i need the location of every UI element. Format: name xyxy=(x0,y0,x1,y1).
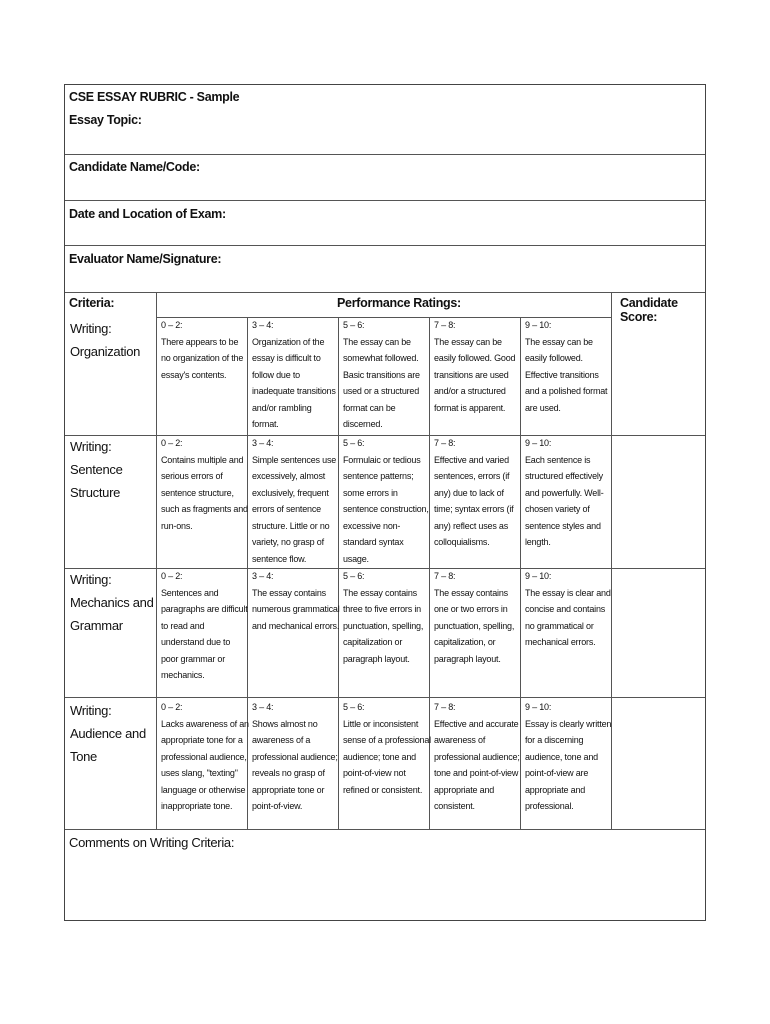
rating-text: The essay contains numerous grammatical and mechanical errors. xyxy=(252,587,340,631)
rating-text: The essay contains one or two errors in punctuation, spelling, capitalization, or paragraph layout. xyxy=(434,587,515,664)
rating-cell xyxy=(161,435,249,534)
title-row xyxy=(65,85,705,155)
grid-line xyxy=(65,829,705,830)
rating-text: Simple sentences use excessively, almost exclusively, frequent errors of sentence structure. Little or no variety, no grasp of sentence flow. xyxy=(252,454,337,564)
rating-range: 3 – 4: xyxy=(252,438,274,448)
rating-text: Lacks awareness of an appropriate tone for a professional audience, uses slang, "texting" language or otherwise inappropriate tone. xyxy=(161,718,249,811)
rating-text: Formulaic or tedious sentence patterns; some errors in sentence construction, excessive non-standard syntax usage. xyxy=(343,454,429,564)
rating-range: 9 – 10: xyxy=(525,438,552,448)
rating-cell xyxy=(525,699,613,815)
rating-cell xyxy=(343,435,431,567)
rating-range: 3 – 4: xyxy=(252,702,274,712)
criterion-organization: Writing: Organization xyxy=(70,321,141,359)
rating-cell xyxy=(343,317,431,433)
criterion-sentence-structure: Writing: Sentence Structure xyxy=(70,439,123,500)
rating-range: 5 – 6: xyxy=(343,571,365,581)
rating-cell xyxy=(434,568,522,667)
evaluator-row xyxy=(65,246,705,293)
candidate-row xyxy=(65,155,705,201)
rating-range: 9 – 10: xyxy=(525,320,552,330)
rating-text: There appears to be no organization of the essay's contents. xyxy=(161,336,244,380)
rating-text: Effective and varied sentences, errors (if any) due to lack of time; syntax errors (if any) reflect uses as colloquialisms. xyxy=(434,454,514,547)
rating-cell xyxy=(434,435,522,551)
rating-text: The essay can be somewhat followed. Basic transitions are used or a structured format can be discerned. xyxy=(343,336,420,429)
rating-cell xyxy=(252,435,340,567)
rating-range: 0 – 2: xyxy=(161,438,183,448)
grid-line xyxy=(65,697,705,698)
rating-cell xyxy=(525,435,613,551)
rating-cell xyxy=(434,699,522,815)
rubric-title: CSE ESSAY RUBRIC - Sample xyxy=(69,90,240,104)
rating-text: Each sentence is structured effectively and powerfully. Well-chosen variety of sentence styles and length. xyxy=(525,454,604,547)
rating-cell xyxy=(161,317,249,383)
date-location-row xyxy=(65,201,705,246)
rating-range: 3 – 4: xyxy=(252,320,274,330)
grid-line xyxy=(156,293,157,829)
rating-text: Little or inconsistent sense of a professional audience; tone and point-of-view not refined or consistent. xyxy=(343,718,431,795)
comments-label: Comments on Writing Criteria: xyxy=(69,835,235,850)
rating-text: Organization of the essay is difficult to follow due to inadequate transitions and/or rambling format. xyxy=(252,336,336,429)
rating-cell xyxy=(343,568,431,667)
rating-range: 9 – 10: xyxy=(525,702,552,712)
rating-range: 5 – 6: xyxy=(343,438,365,448)
rating-range: 0 – 2: xyxy=(161,320,183,330)
rating-cell xyxy=(252,699,340,815)
rating-text: Shows almost no awareness of a professional audience; reveals no grasp of appropriate tone or point-of-view. xyxy=(252,718,338,811)
rating-cell xyxy=(161,699,249,815)
rating-cell xyxy=(161,568,249,684)
rating-text: Contains multiple and serious errors of sentence structure, such as fragments and run-ons. xyxy=(161,454,248,531)
rating-cell xyxy=(525,568,613,651)
ratings-header: Performance Ratings: xyxy=(337,296,461,310)
criterion-mechanics-grammar: Writing: Mechanics and Grammar xyxy=(70,572,154,633)
criteria-header: Criteria: xyxy=(69,296,115,310)
rating-text: The essay can be easily followed. Effective transitions and a polished format are used. xyxy=(525,336,608,413)
date-location-label: Date and Location of Exam: xyxy=(69,207,226,221)
criterion-audience-tone: Writing: Audience and Tone xyxy=(70,703,146,764)
rating-text: Essay is clearly written for a discerning audience, tone and point-of-view are appropriate and professional. xyxy=(525,718,612,811)
rating-cell xyxy=(525,317,613,416)
evaluator-label: Evaluator Name/Signature: xyxy=(69,252,222,266)
rubric-sheet xyxy=(64,84,706,921)
rating-cell xyxy=(252,317,340,433)
rating-range: 7 – 8: xyxy=(434,571,456,581)
score-header: Candidate Score: xyxy=(620,296,678,324)
rating-range: 9 – 10: xyxy=(525,571,552,581)
rating-range: 5 – 6: xyxy=(343,702,365,712)
rating-range: 7 – 8: xyxy=(434,320,456,330)
rating-cell xyxy=(252,568,340,634)
rating-text: Effective and accurate awareness of professional audience; tone and point-of-view appropriate and consistent. xyxy=(434,718,520,811)
rating-range: 7 – 8: xyxy=(434,438,456,448)
rating-range: 3 – 4: xyxy=(252,571,274,581)
rating-cell xyxy=(434,317,522,416)
rating-text: The essay is clear and concise and contains no grammatical or mechanical errors. xyxy=(525,587,611,647)
rating-range: 7 – 8: xyxy=(434,702,456,712)
candidate-label: Candidate Name/Code: xyxy=(69,160,200,174)
rating-range: 0 – 2: xyxy=(161,571,183,581)
rating-text: The essay contains three to five errors in punctuation, spelling, capitalization or paragraph layout. xyxy=(343,587,424,664)
rating-text: Sentences and paragraphs are difficult to read and understand due to poor grammar or mechanics. xyxy=(161,587,248,680)
rating-cell xyxy=(343,699,431,798)
rating-range: 0 – 2: xyxy=(161,702,183,712)
rating-range: 5 – 6: xyxy=(343,320,365,330)
essay-topic-label: Essay Topic: xyxy=(69,113,142,127)
rating-text: The essay can be easily followed. Good transitions are used and/or a structured format is apparent. xyxy=(434,336,516,413)
